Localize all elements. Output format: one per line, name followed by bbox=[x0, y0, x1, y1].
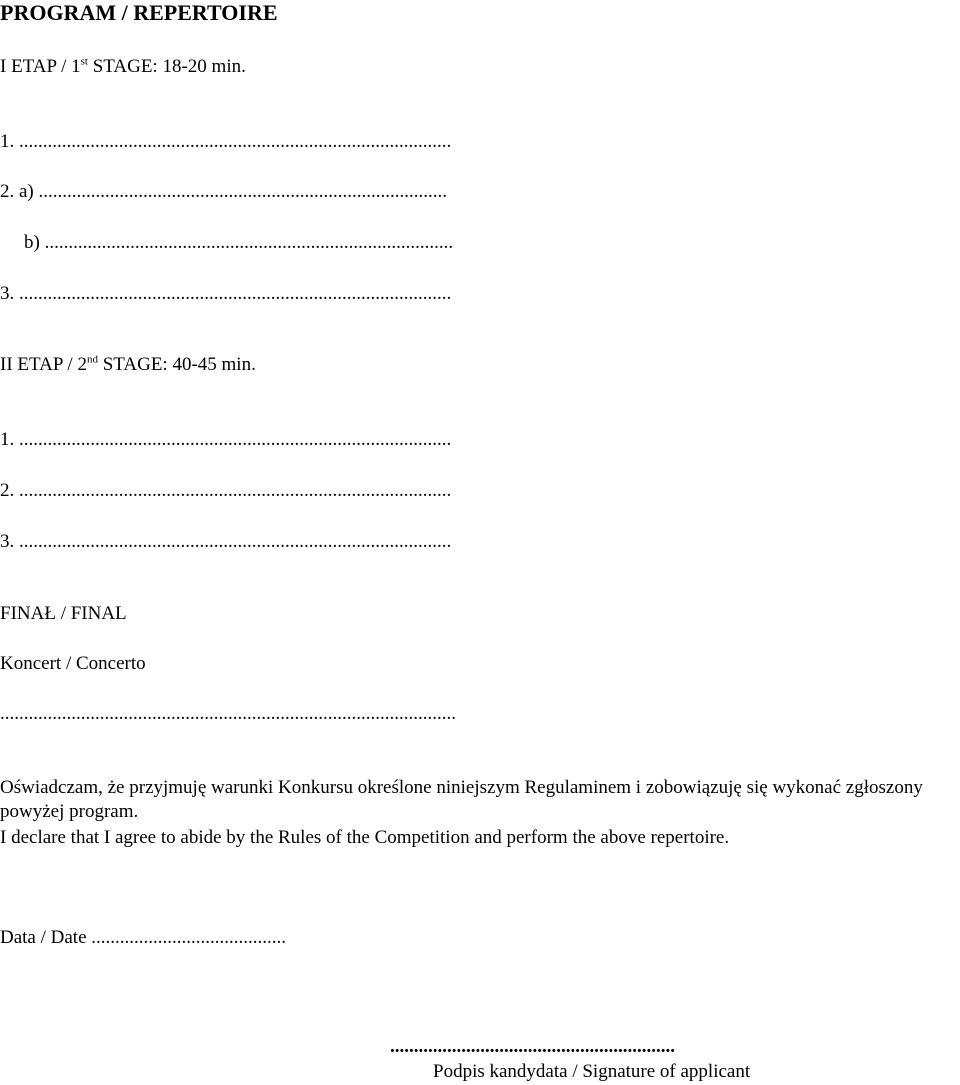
stage-2-item-1: 1. ........................................................................................... bbox=[0, 429, 452, 450]
signature-dots: ............................................................ bbox=[390, 1036, 675, 1057]
stage-2-suffix: STAGE: 40-45 min. bbox=[97, 354, 256, 375]
final-heading: FINAŁ / FINAL bbox=[0, 603, 127, 624]
stage-1-item-2b: b) ...................................................................................... bbox=[24, 232, 454, 253]
signature-label: Podpis kandydata / Signature of applicant bbox=[433, 1061, 751, 1082]
stage-1-sup: st bbox=[80, 55, 88, 68]
stage-1-prefix: I ETAP / 1 bbox=[0, 56, 81, 77]
date-line: Data / Date ......................................... bbox=[0, 927, 287, 948]
stage-1-item-3: 3. ........................................................................................... bbox=[0, 283, 452, 304]
stage-1-item-1: 1. ........................................................................................... bbox=[0, 131, 452, 152]
stage-1-suffix: STAGE: 18-20 min. bbox=[87, 56, 246, 77]
declaration-polish: Oświadczam, że przyjmuję warunki Konkursu określone niniejszym Regulaminem i zobowiązuję się wykonać zgłoszony powyżej program. bbox=[0, 777, 923, 822]
stage-2-sup: nd bbox=[86, 353, 98, 366]
stage-2-item-2: 2. ........................................................................................... bbox=[0, 480, 452, 501]
stage-2-prefix: II ETAP / 2 bbox=[0, 354, 87, 375]
page-title: PROGRAM / REPERTOIRE bbox=[0, 0, 278, 25]
declaration-english: I declare that I agree to abide by the Rules of the Competition and perform the above repertoire. bbox=[0, 827, 730, 848]
stage-1-heading bbox=[0, 56, 246, 78]
stage-2-item-3: 3. ........................................................................................... bbox=[0, 531, 452, 552]
final-dots: ................................................................................................ bbox=[0, 703, 456, 724]
stage-1-item-2a: 2. a) ...................................................................................... bbox=[0, 181, 448, 202]
stage-2-heading bbox=[0, 354, 256, 376]
final-subheading: Koncert / Concerto bbox=[0, 653, 146, 674]
